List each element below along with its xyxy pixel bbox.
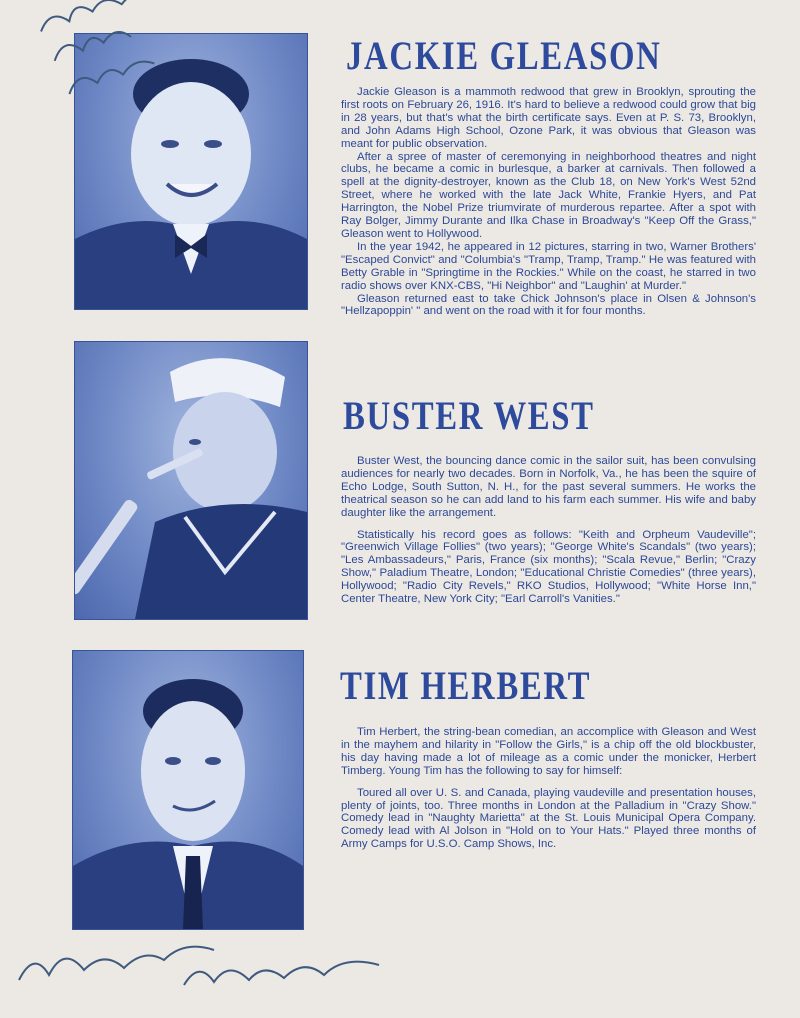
buster-west-photo: [74, 341, 308, 620]
jackie-gleason-name: JACKIE GLEASON: [346, 33, 662, 78]
bio-paragraph: After a spree of master of ceremonying in neighborhood theatres and night clubs, he became a comic in burlesque, a barker at carnivals. Then followed a spell at the dignity-destroyer, known as the Club 18, on New York's West 52nd Street, where he worked with the late Jack White, Frankie Hyers, and Pat Harrington, the Nobel Prize triumvirate of murderous repartee. After a spot with Ray Bolger, Jimmy Durante and Ilka Chase in Broadway's "Keep Off the Grass," Gleason went to Hollywood.: [341, 150, 756, 240]
jackie-gleason-bio: [341, 86, 756, 318]
tim-herbert-bio: [341, 726, 756, 851]
bio-paragraph: Tim Herbert, the string-bean comedian, an accomplice with Gleason and West in the mayhem and hilarity in "Follow the Girls," is a chip off the old blockbuster, his day having made a lot of mileage as a comic under the monicker, Herbert Timberg. Young Tim has the following to say for himself:: [341, 726, 756, 777]
bio-paragraph: Jackie Gleason is a mammoth redwood that grew in Brooklyn, sprouting the first roots on February 26, 1916. It's hard to believe a redwood could grow that big in 28 years, but that's what the birth certificate says. Even at P. S. 73, Brooklyn, and John Adams High School, Ozone Park, it was obvious that Gleason was meant for public observation.: [341, 86, 756, 150]
bio-paragraph: Gleason returned east to take Chick Johnson's place in Olsen & Johnson's "Hellzapoppin' " and went on the road with it for four months.: [341, 292, 756, 318]
buster-west-name: BUSTER WEST: [343, 393, 595, 438]
tim-herbert-photo: [72, 650, 304, 930]
buster-west-bio: [341, 455, 756, 606]
bio-paragraph: In the year 1942, he appeared in 12 pictures, starring in two, Warner Brothers' "Escaped Convict" and "Columbia's "Tramp, Tramp, Tramp." He was featured with Betty Grable in "Springtime in the Rockies." While on the coast, he starred in two radio shows over KNX-CBS, "Hi Neighbor" and "Laughin' at Murder.": [341, 240, 756, 292]
bio-paragraph: Toured all over U. S. and Canada, playing vaudeville and presentation houses, plenty of joints, too. Three months in London at the Palladium in "Crazy Show." Comedy lead in "Naughty Marietta" at the St. Louis Municipal Opera Company. Comedy lead with Al Jolson in "Hold on to Your Hats." Played three months of Army Camps for U.S.O. Camp Shows, Inc.: [341, 786, 756, 851]
tim-herbert-name: TIM HERBERT: [340, 663, 592, 708]
tim-herbert-signature: [14, 930, 394, 1004]
bio-paragraph: Statistically his record goes as follows: "Keith and Orpheum Vaudeville"; "Greenwich Village Follies" (two years); "George White's Scandals" (two years); "Les Ambassadeurs," Paris, France (six months); "Scala Revue," Berlin; "Crazy Show," Paladium Theatre, London; "Educational Christie Comedies" (three years), Hollywood; "Radio City Revels," RKO Studios, Hollywood; "White Horse Inn," Center Theatre, New York City; "Earl Carroll's Vanities.": [341, 528, 756, 606]
bio-paragraph: Buster West, the bouncing dance comic in the sailor suit, has been convulsing audiences for nearly two decades. Born in Norfolk, Va., he has been the squire of Echo Lodge, South Sutton, N. H., for the past several summers. He works the theatrical season so he can add land to his farm each summer. His wife and baby daughter like the arrangement.: [341, 455, 756, 519]
